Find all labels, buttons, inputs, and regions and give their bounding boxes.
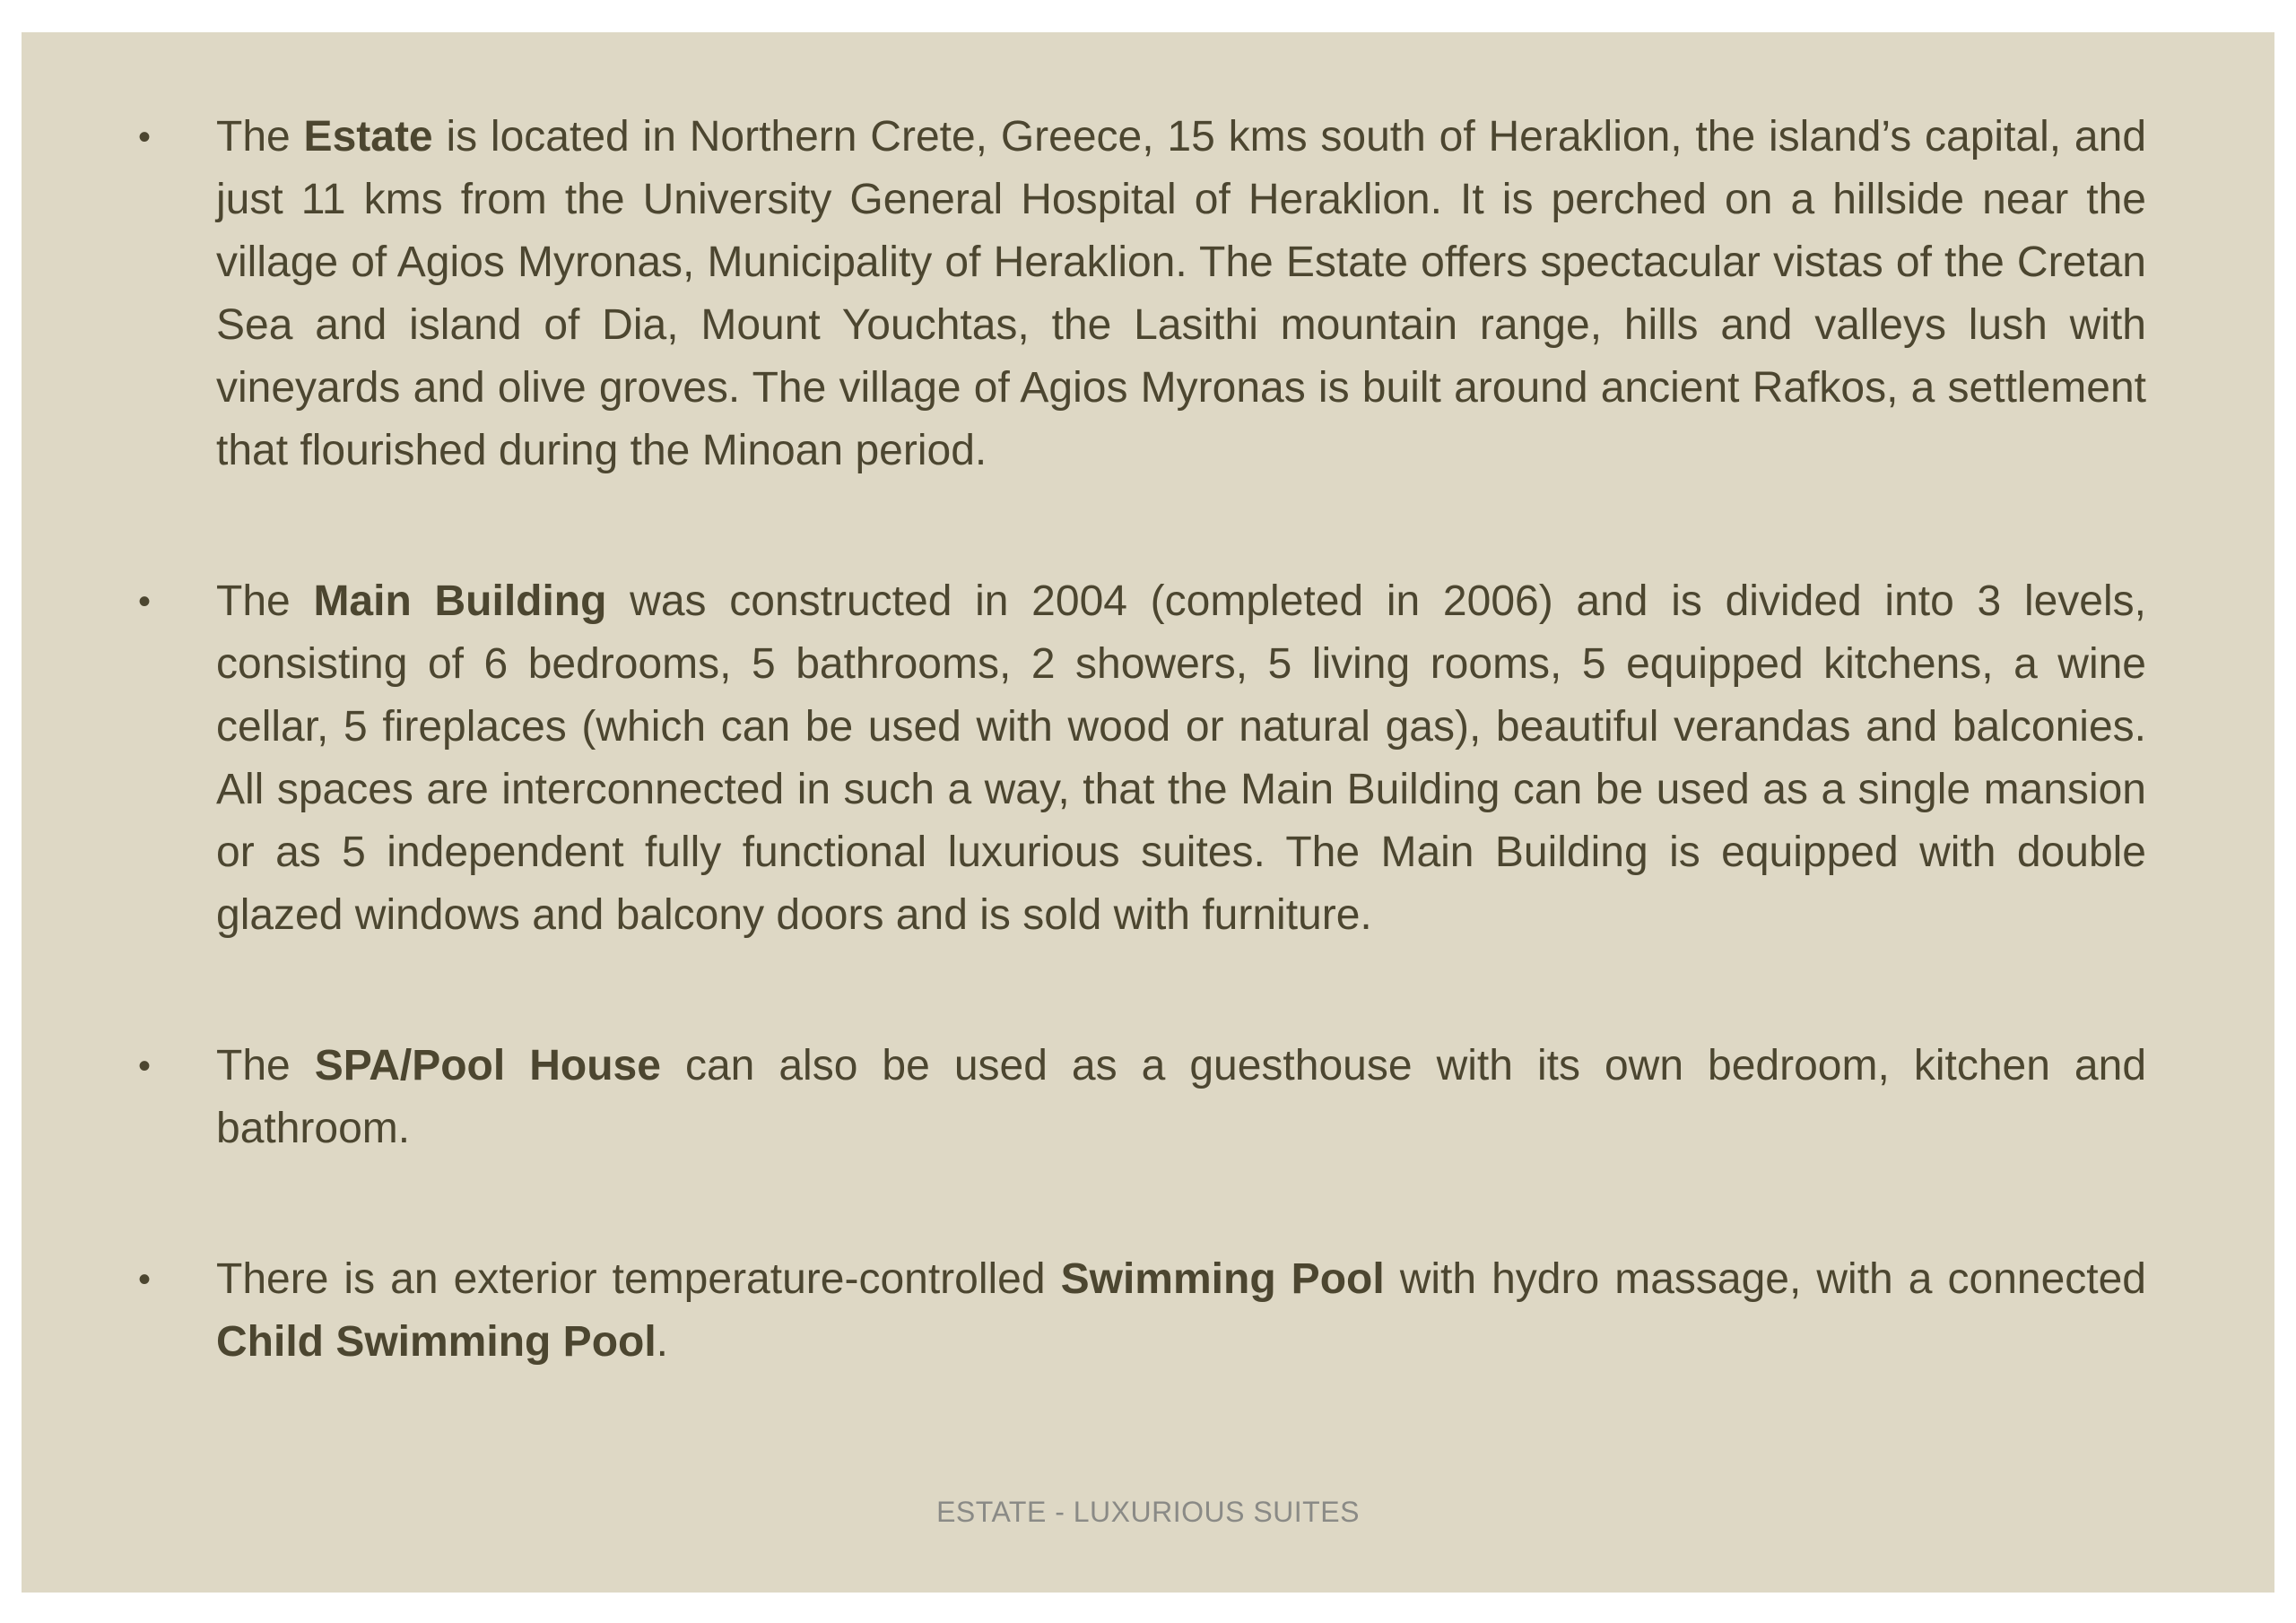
bullet-text-pre: There is an exterior temperature-controlled: [216, 1255, 1061, 1303]
bullet-text-bold: Swimming Pool: [1060, 1255, 1385, 1303]
footer-label: ESTATE - LUXURIOUS SUITES: [936, 1496, 1360, 1528]
bullet-list: [22, 106, 2274, 1374]
slide: [22, 32, 2274, 1593]
bullet-spa-pool-house: [22, 1035, 2274, 1160]
bullet-text-bold: Main Building: [313, 577, 607, 625]
bullet-icon: •: [138, 117, 152, 157]
bullet-text-post: can also be used as a guesthouse with its own bedroom, kitchen and bathroom.: [216, 1042, 2147, 1152]
bullet-text-bold: Estate: [303, 113, 433, 161]
bullet-text-pre: The: [216, 577, 314, 625]
bullet-icon: •: [138, 582, 152, 621]
bullet-text-post: was constructed in 2004 (completed in 2006) and is divided into 3 levels, consisting of 6 bedrooms, 5 bathrooms, 2 showers, 5 living rooms, 5 equipped kitchens, a wine cellar, 5 fireplaces (which can be used with wood or natural gas), beautiful verandas and balconies. All spaces are interconnected in such a way, that the Main Building can be used as a single mansion or as 5 independent fully functional luxurious suites. The Main Building is equipped with double glazed windows and balcony doors and is sold with furniture.: [216, 577, 2147, 939]
bullet-icon: •: [138, 1046, 152, 1086]
bullet-text-post: .: [656, 1318, 669, 1366]
bullet-text-pre: The: [216, 1042, 315, 1089]
bullet-text-bold-2: Child Swimming Pool: [216, 1318, 657, 1366]
bullet-estate: [22, 106, 2274, 482]
bullet-main-building: [22, 570, 2274, 947]
bullet-text-pre: The: [216, 113, 304, 161]
bullet-swimming-pool: [22, 1248, 2274, 1374]
bullet-text-bold: SPA/Pool House: [314, 1042, 661, 1089]
bullet-text-post: is located in Northern Crete, Greece, 15 kms south of Heraklion, the island’s capital, and just 11 kms from the University General Hospital of Heraklion. It is perched on a hillside near the village of Agios Myronas, Municipality of Heraklion. The Estate offers spectacular vistas of the Cretan Sea and island of Dia, Mount Youchtas, the Lasithi mountain range, hills and valleys lush with vineyards and olive groves. The village of Agios Myronas is built around ancient Rafkos, a settlement that flourished during the Minoan period.: [216, 113, 2147, 474]
bullet-text-mid: with hydro massage, with a connected: [1384, 1255, 2146, 1303]
bullet-icon: •: [138, 1260, 152, 1299]
